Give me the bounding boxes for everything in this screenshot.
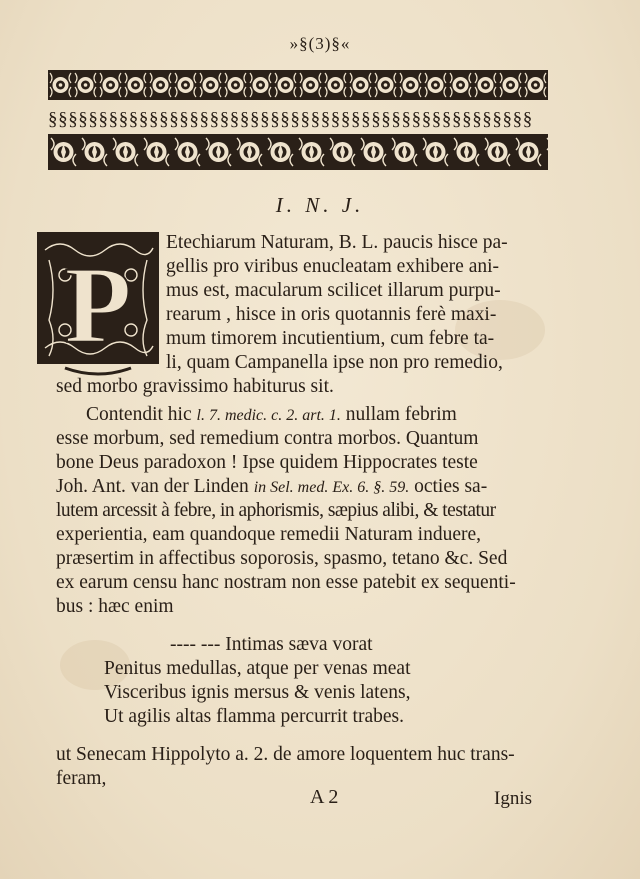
- text-line: li, quam Campanella ipse non pro remedio,: [166, 352, 503, 373]
- verse-line: Penitus medullas, atque per venas meat: [104, 658, 411, 679]
- citation: l. 7. medic. c. 2. art. 1.: [196, 407, 341, 424]
- text-line: Etechiarum Naturam, B. L. paucis hisce pa-: [166, 232, 508, 253]
- drop-cap-letter: P: [64, 244, 132, 366]
- page-signature-header: »§(3)§«: [289, 34, 351, 53]
- text-line: rearum , hisce in oris quotannis ferè maxi-: [166, 304, 497, 325]
- text-line: lutem arcessit à febre, in aphorismis, sæpius alibi, & testatur: [56, 500, 496, 521]
- text-line: Contendit hic l. 7. medic. c. 2. art. 1. nullam febrim: [86, 404, 457, 425]
- text-line: ex earum censu hanc nostram non esse patebit ex sequenti-: [56, 572, 516, 593]
- text-line: esse morbum, sed remedium contra morbos. Quantum: [56, 428, 479, 449]
- signature-mark: A 2: [310, 786, 339, 808]
- text-line: feram,: [56, 768, 107, 789]
- text-line: bus : hæc enim: [56, 596, 174, 617]
- text-line: præsertim in affectibus soporosis, spasmo, tetano &c. Sed: [56, 548, 508, 569]
- catchword: Ignis: [494, 788, 532, 809]
- text-line: experientia, eam quandoque remedii Naturam induere,: [56, 524, 482, 545]
- text-line: mus est, macularum scilicet illarum purpu-: [166, 280, 501, 301]
- text-line: Joh. Ant. van der Linden in Sel. med. Ex. 6. §. 59. octies sa-: [56, 476, 488, 497]
- citation: in Sel. med. Ex. 6. §. 59.: [253, 479, 410, 496]
- ornament-band-bottom: [48, 134, 548, 170]
- text-line: sed morbo gravissimo habiturus sit.: [56, 376, 334, 397]
- text-line: ut Senecam Hippolyto a. 2. de amore loquentem huc trans-: [56, 744, 515, 765]
- ornament-s-row: §§§§§§§§§§§§§§§§§§§§§§§§§§§§§§§§§§§§§§§§§§§§§§§§: [48, 110, 533, 130]
- verse-line: Visceribus ignis mersus & venis latens,: [104, 682, 411, 703]
- text-line: bone Deus paradoxon ! Ipse quidem Hippocrates teste: [56, 452, 478, 473]
- ornament-band-top: [48, 70, 548, 100]
- invocation-heading: I. N. J.: [275, 193, 365, 217]
- verse-line: ---- --- Intimas sæva vorat: [170, 634, 373, 655]
- verse-line: Ut agilis altas flamma percurrit trabes.: [104, 706, 404, 727]
- decorated-initial-p: [35, 230, 161, 380]
- text-line: gellis pro viribus enucleatam exhibere ani-: [166, 256, 500, 277]
- text-line: mum timorem incutientium, cum febre ta-: [166, 328, 495, 349]
